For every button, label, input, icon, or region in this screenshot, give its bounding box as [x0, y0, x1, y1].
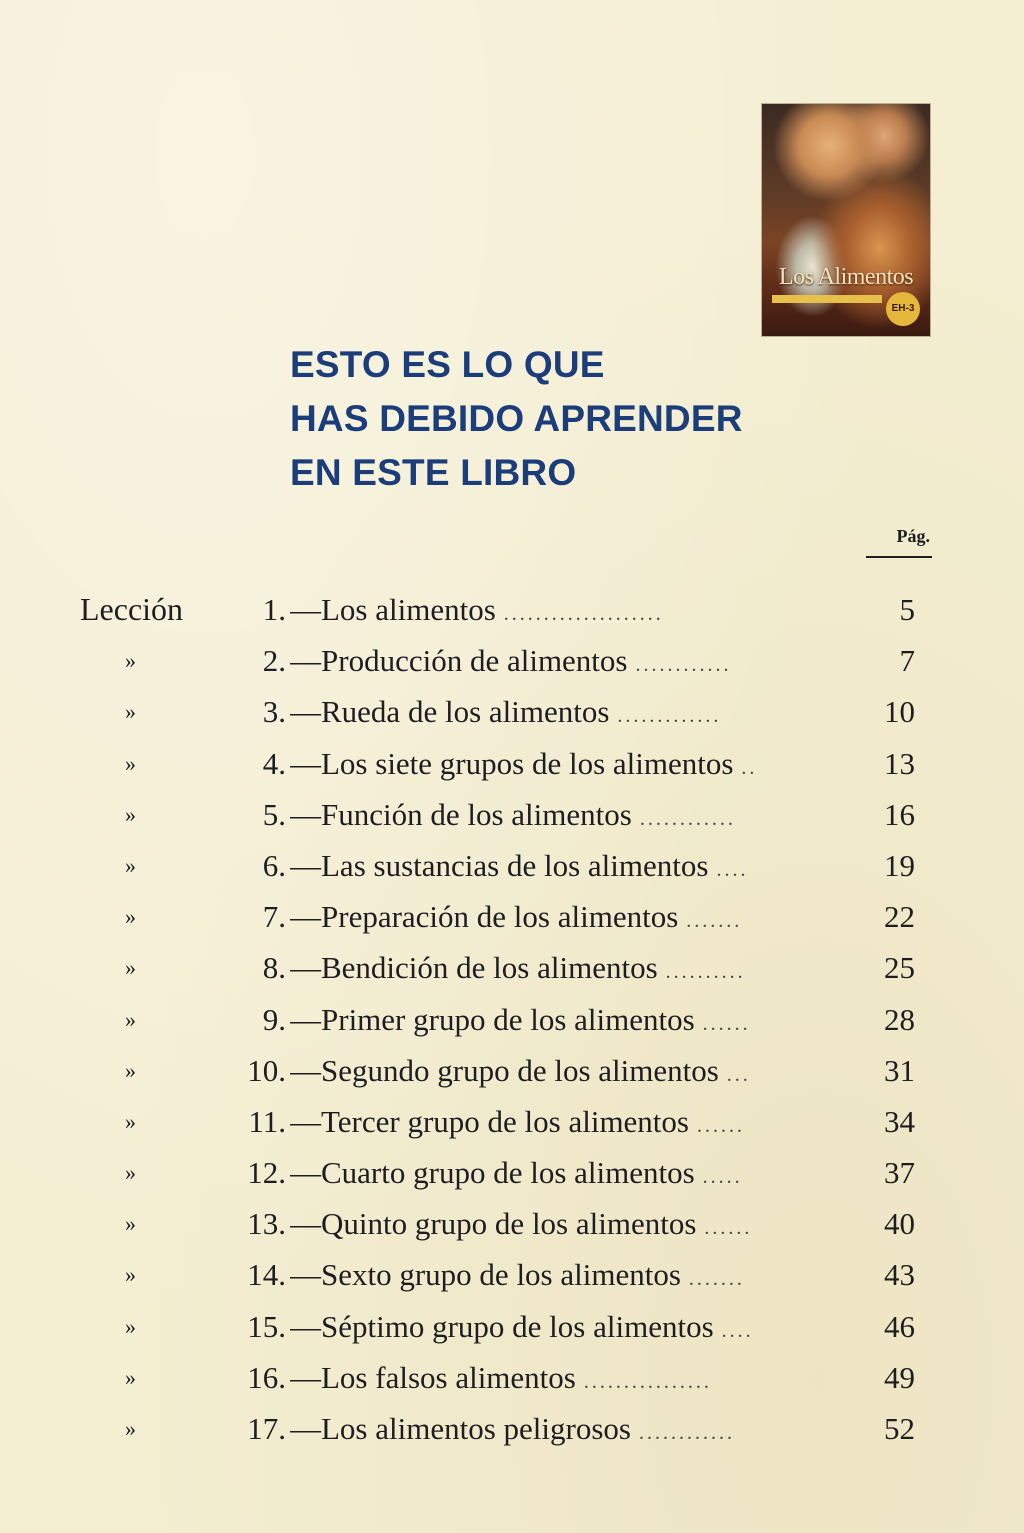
dot-leader: .......: [680, 1268, 745, 1291]
toc-row[interactable]: [0, 1198, 1024, 1249]
ditto-mark: »: [125, 1416, 136, 1441]
lesson-title-cell: [290, 738, 830, 794]
page-number: 49: [884, 1359, 915, 1395]
lesson-title-cell: [290, 584, 830, 640]
toc-row[interactable]: [0, 789, 1024, 840]
lesson-title: Función de los alimentos: [321, 796, 632, 832]
lesson-title-cell: [290, 1045, 830, 1101]
page-number: 10: [884, 694, 915, 730]
heading-line-2: HAS DEBIDO APRENDER: [290, 398, 743, 439]
ditto-mark: »: [125, 801, 136, 827]
dash-separator: —: [290, 1257, 321, 1293]
dash-separator: —: [290, 950, 321, 986]
lesson-title-cell: [290, 1249, 830, 1305]
dash-separator: —: [290, 643, 321, 679]
lesson-number: 3.: [262, 694, 286, 730]
dot-leader: ............: [631, 807, 736, 830]
page-number: 28: [884, 1001, 915, 1037]
toc-row[interactable]: [0, 635, 1024, 686]
dot-leader: ......: [696, 1217, 753, 1240]
cover-band: [772, 295, 882, 303]
dash-separator: —: [290, 1155, 321, 1191]
ditto-mark: »: [125, 648, 136, 674]
dot-leader: ....: [713, 1319, 754, 1342]
lesson-number: 10.: [247, 1052, 286, 1088]
dot-leader: ......: [689, 1114, 745, 1137]
ditto-mark: »: [125, 955, 136, 981]
dash-separator: —: [290, 745, 321, 781]
ditto-mark: »: [125, 1160, 136, 1186]
lesson-title-cell: [290, 1403, 830, 1459]
lesson-title-cell: [290, 840, 830, 896]
dash-separator: —: [290, 1411, 321, 1446]
dot-leader: ............: [630, 1422, 735, 1444]
page-number: 19: [884, 847, 915, 883]
heading-line-1: ESTO ES LO QUE: [290, 344, 605, 385]
table-of-contents: [0, 584, 1024, 1454]
dot-leader: ......: [694, 1012, 751, 1035]
dot-leader: ...: [718, 1063, 751, 1086]
toc-row[interactable]: [0, 1045, 1024, 1096]
ditto-mark: »: [125, 1364, 136, 1390]
toc-row[interactable]: [0, 1352, 1024, 1403]
dot-leader: ....: [708, 858, 749, 881]
dot-leader: .......: [678, 910, 743, 933]
ditto-mark: »: [125, 1262, 136, 1288]
lesson-title-cell: [290, 686, 830, 742]
lesson-title: Preparación de los alimentos: [321, 899, 679, 935]
dash-separator: —: [290, 1206, 321, 1242]
page-number: 13: [884, 745, 915, 781]
ditto-mark: »: [125, 852, 136, 878]
dot-leader: ....................: [495, 603, 664, 625]
toc-row[interactable]: [0, 1096, 1024, 1147]
lesson-number: 6.: [262, 847, 286, 883]
dash-separator: —: [290, 1308, 321, 1344]
lesson-title: Séptimo grupo de los alimentos: [321, 1308, 714, 1344]
dash-separator: —: [290, 1001, 321, 1037]
toc-row[interactable]: [0, 994, 1024, 1045]
lesson-number: 8.: [262, 950, 286, 986]
page-heading: [290, 338, 743, 500]
toc-row[interactable]: [0, 1403, 1024, 1454]
lesson-title: Los alimentos: [321, 592, 496, 627]
lesson-number: 2.: [262, 643, 286, 679]
ditto-mark: »: [125, 1211, 136, 1237]
lesson-title: Los alimentos peligrosos: [321, 1411, 631, 1446]
lesson-number: 9.: [262, 1001, 286, 1037]
page-number: 16: [884, 796, 915, 832]
toc-row[interactable]: [0, 584, 1024, 635]
page-number: 5: [899, 592, 915, 627]
lesson-title-cell: [290, 1352, 830, 1408]
dot-leader: .....: [694, 1166, 743, 1189]
ditto-mark: »: [125, 1313, 136, 1339]
lesson-title: Segundo grupo de los alimentos: [321, 1052, 719, 1088]
cover-title: Los Alimentos: [778, 264, 914, 290]
lesson-title-cell: [290, 1198, 830, 1254]
toc-row[interactable]: [0, 738, 1024, 789]
lesson-title: Producción de alimentos: [321, 643, 628, 679]
ditto-mark: »: [125, 699, 136, 725]
lesson-title-cell: [290, 635, 830, 691]
page-number: 46: [884, 1308, 915, 1344]
dot-leader: .............: [609, 705, 722, 728]
page-number: 40: [884, 1206, 915, 1242]
toc-row[interactable]: [0, 1147, 1024, 1198]
lesson-title: Los siete grupos de los alimentos: [321, 745, 734, 781]
page-number: 31: [884, 1052, 915, 1088]
dot-leader: ................: [575, 1370, 712, 1393]
lesson-number: 7.: [262, 899, 286, 935]
dash-separator: —: [290, 1359, 321, 1395]
lesson-title: Rueda de los alimentos: [321, 694, 610, 730]
dot-leader: ..: [733, 756, 758, 779]
dash-separator: —: [290, 694, 321, 730]
lesson-number: 17.: [247, 1411, 286, 1446]
ditto-mark: »: [125, 750, 136, 776]
lesson-title: Las sustancias de los alimentos: [321, 847, 709, 883]
dash-separator: —: [290, 1052, 321, 1088]
page-number: 22: [884, 899, 915, 935]
lesson-title: Bendición de los alimentos: [321, 950, 658, 986]
lesson-number: 1.: [262, 592, 286, 627]
dash-separator: —: [290, 1103, 321, 1139]
lesson-title-cell: [290, 1096, 830, 1152]
lesson-number: 14.: [247, 1257, 286, 1293]
lesson-number: 12.: [247, 1155, 286, 1191]
lesson-title-cell: [290, 891, 830, 947]
toc-row[interactable]: [0, 891, 1024, 942]
ditto-mark: »: [125, 1057, 136, 1083]
lesson-title-cell: [290, 1301, 830, 1357]
lesson-number: 5.: [262, 796, 286, 832]
toc-row[interactable]: [0, 942, 1024, 993]
lesson-title: Primer grupo de los alimentos: [321, 1001, 695, 1037]
page-column-header: Pág.: [896, 526, 930, 546]
lesson-title-cell: [290, 994, 830, 1050]
lesson-number: 16.: [247, 1359, 286, 1395]
cover-badge: EH-3: [886, 292, 920, 326]
page-number: 37: [884, 1155, 915, 1191]
dash-separator: —: [290, 796, 321, 832]
dash-separator: —: [290, 899, 321, 935]
lesson-number: 13.: [247, 1206, 286, 1242]
lesson-title: Quinto grupo de los alimentos: [321, 1206, 697, 1242]
lesson-title: Los falsos alimentos: [321, 1359, 576, 1395]
lesson-number: 4.: [262, 745, 286, 781]
toc-row[interactable]: [0, 686, 1024, 737]
ditto-mark: »: [125, 1006, 136, 1032]
lesson-title: Cuarto grupo de los alimentos: [321, 1155, 695, 1191]
book-cover-image: [762, 104, 930, 336]
heading-line-3: EN ESTE LIBRO: [290, 452, 577, 493]
dash-separator: —: [290, 847, 321, 883]
page-number: 7: [899, 643, 915, 679]
page-number: 52: [884, 1411, 915, 1446]
dot-leader: ............: [627, 654, 732, 677]
ditto-mark: »: [125, 904, 136, 930]
ditto-mark: »: [125, 1108, 136, 1134]
toc-row[interactable]: [0, 1301, 1024, 1352]
lesson-title-cell: [290, 942, 830, 998]
lesson-number: 11.: [248, 1103, 286, 1139]
page-number: 43: [884, 1257, 915, 1293]
lesson-number: 15.: [247, 1308, 286, 1344]
page-number: 34: [884, 1103, 915, 1139]
page-number: 25: [884, 950, 915, 986]
dot-leader: ..........: [657, 961, 746, 984]
lesson-title: Tercer grupo de los alimentos: [321, 1103, 689, 1139]
page-column-rule: [866, 556, 932, 558]
toc-row[interactable]: [0, 1249, 1024, 1300]
lesson-label: Lección: [80, 591, 184, 627]
lesson-title: Sexto grupo de los alimentos: [321, 1257, 681, 1293]
lesson-title-cell: [290, 1147, 830, 1203]
dash-separator: —: [290, 592, 321, 627]
toc-row[interactable]: [0, 840, 1024, 891]
lesson-title-cell: [290, 789, 830, 845]
